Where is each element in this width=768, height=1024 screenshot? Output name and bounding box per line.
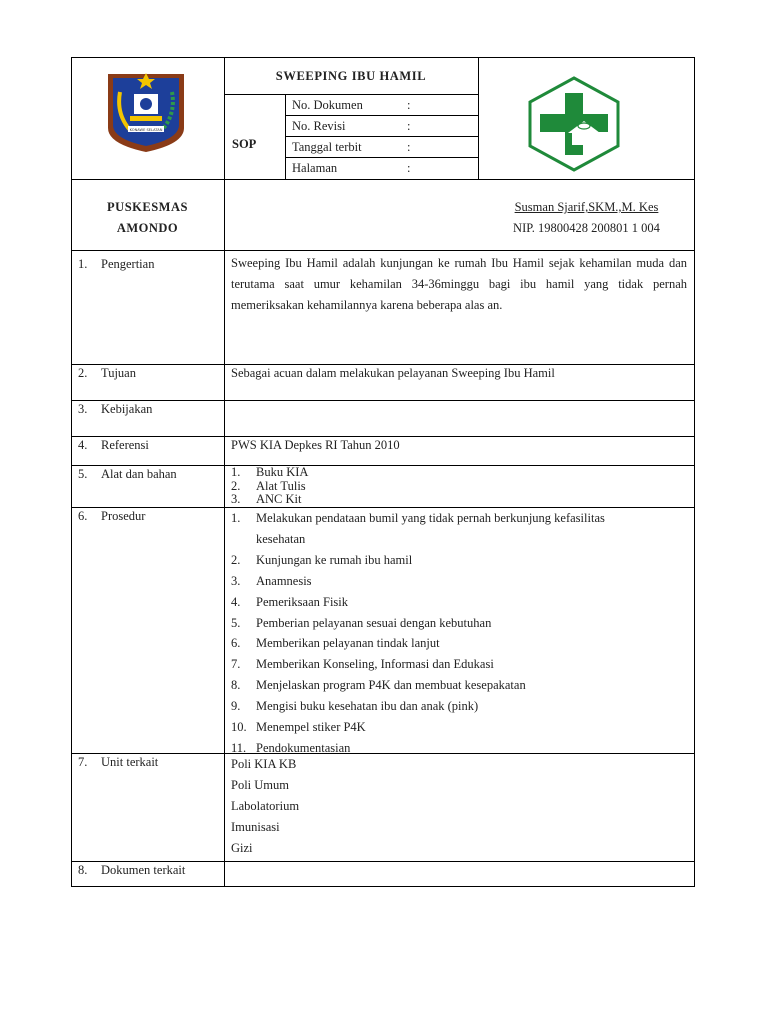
list-item: 2. Alat Tulis (231, 478, 306, 493)
logo-caption: KONAWE SELATAN (129, 128, 163, 132)
signer-name: Susman Sjarif,SKM.,M. Kes (514, 200, 659, 214)
list-item: 5. Pemberian pelayanan sesuai dengan kebutuhan (231, 615, 492, 630)
section-number: 8. (78, 863, 88, 877)
regency-emblem-logo (100, 68, 192, 154)
list-item: Labolatorium (231, 798, 300, 813)
meta-value-halaman: : (407, 161, 411, 175)
meta-label-no-dokumen: No. Dokumen (292, 98, 363, 112)
section-number: 2. (78, 366, 88, 380)
list-item: 4. Pemeriksaan Fisik (231, 594, 349, 609)
signer-nip: NIP. 19800428 200801 1 004 (513, 221, 660, 235)
list-item: 7. Memberikan Konseling, Informasi dan Edukasi (231, 657, 494, 672)
list-item: 3. Anamnesis (231, 573, 312, 588)
section-label-dokumen-terkait: Dokumen terkait (101, 863, 186, 877)
document-title: SWEEPING IBU HAMIL (275, 69, 427, 83)
section-number: 3. (78, 402, 88, 416)
meta-label-tanggal-terbit: Tanggal terbit (292, 140, 362, 154)
section-label-unit-terkait: Unit terkait (101, 755, 159, 769)
meta-value-no-revisi: : (407, 119, 411, 133)
meta-value-tanggal-terbit: : (407, 140, 411, 154)
list-item: 1. Melakukan pendataan bumil yang tidak pernah berkunjung kefasilitas (231, 511, 605, 525)
list-item: 9. Mengisi buku kesehatan ibu dan anak (pink) (231, 699, 479, 714)
sop-label: SOP (232, 137, 257, 151)
section-number: 7. (78, 755, 88, 769)
section-label-kebijakan: Kebijakan (101, 402, 153, 416)
puskesmas-logo (522, 75, 626, 173)
section-text-tujuan: Sebagai acuan dalam melakukan pelayanan Sweeping Ibu Hamil (231, 366, 555, 380)
section-text-pengertian: Sweeping Ibu Hamil adalah kunjungan ke rumah Ibu Hamil sejak kehamilan muda dan terutama saat umur kehamilan 34-36minggu bagi ibu hamil yang tidak pernah memeriksakan kehamilannya karena beberapa alas an. (231, 256, 687, 312)
unit-terkait-list (231, 754, 299, 859)
section-number: 6. (78, 509, 88, 523)
meta-value-no-dokumen: : (407, 98, 411, 112)
list-item: 2. Kunjungan ke rumah ibu hamil (231, 552, 413, 567)
institution-name-line1: PUSKESMAS (107, 200, 188, 214)
section-text-referensi: PWS KIA Depkes RI Tahun 2010 (231, 438, 400, 452)
list-item: Poli Umum (231, 777, 289, 792)
prosedur-list (231, 508, 605, 759)
section-label-tujuan: Tujuan (101, 366, 136, 380)
list-item: 1. Buku KIA (231, 465, 309, 479)
alat-dan-bahan-list (231, 466, 308, 507)
section-label-referensi: Referensi (101, 438, 149, 452)
institution-name-line2: AMONDO (116, 221, 179, 235)
section-label-pengertian: Pengertian (101, 257, 155, 271)
section-number: 5. (78, 467, 88, 481)
list-item: Imunisasi (231, 819, 280, 834)
section-label-prosedur: Prosedur (101, 509, 146, 523)
section-number: 1. (78, 257, 88, 271)
list-item: 11. Pendokumentasian (231, 740, 351, 755)
meta-label-no-revisi: No. Revisi (292, 119, 346, 133)
section-number: 4. (78, 438, 88, 452)
list-item: Gizi (231, 840, 253, 855)
list-item: 8. Menjelaskan program P4K dan membuat kesepakatan (231, 678, 526, 693)
list-item: 10. Menempel stiker P4K (231, 720, 366, 735)
section-label-alat-dan-bahan: Alat dan bahan (101, 467, 177, 481)
list-item: kesehatan (256, 531, 306, 546)
meta-label-halaman: Halaman (292, 161, 338, 175)
list-item: 6. Memberikan pelayanan tindak lanjut (231, 636, 440, 651)
list-item: Poli KIA KB (231, 757, 297, 771)
list-item: 3. ANC Kit (231, 492, 302, 506)
